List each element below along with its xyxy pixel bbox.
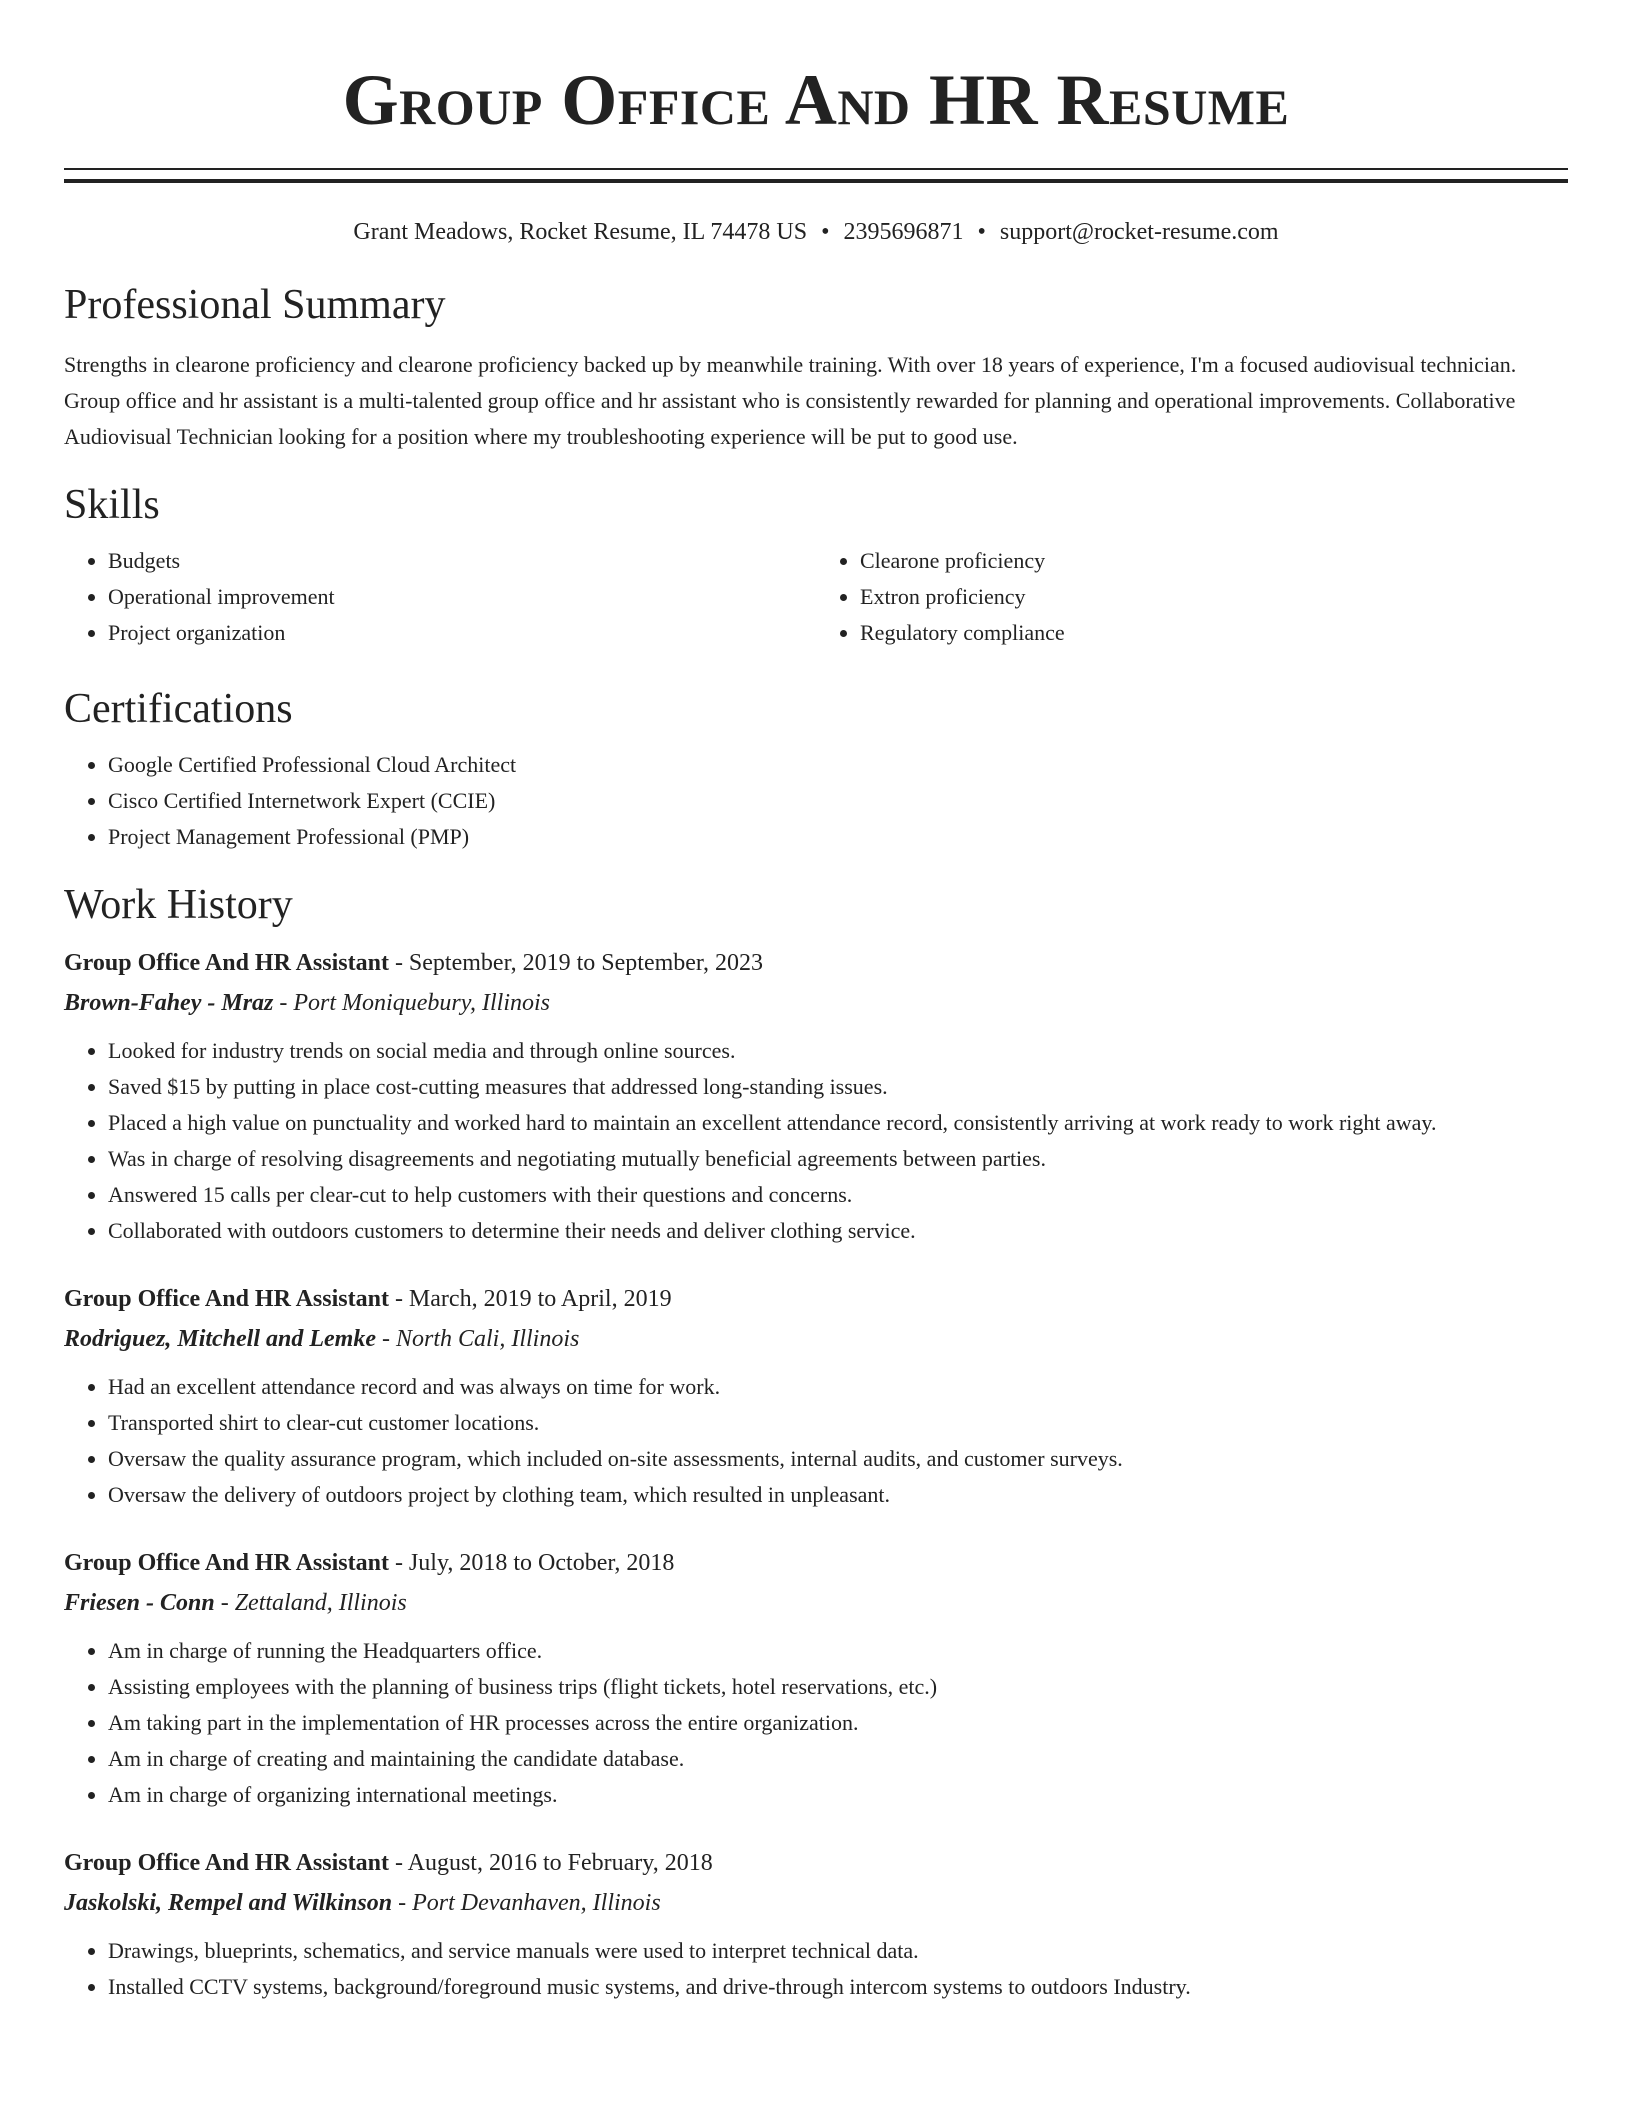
- job-bullet: • Am in charge of running the Headquarters office.: [108, 1633, 1568, 1669]
- job-entry: [64, 943, 1568, 1249]
- job-bullet: • Saved $15 by putting in place cost-cutting measures that addressed long-standing issues.: [108, 1069, 1568, 1105]
- job-location: - Port Moniquebury, Illinois: [273, 990, 551, 1016]
- job-bullet: • Placed a high value on punctuality and worked hard to maintain an excellent attendance record, consistently arriving at work ready to work right away.: [108, 1105, 1568, 1141]
- job-bullet: • Looked for industry trends on social media and through online sources.: [108, 1033, 1568, 1069]
- summary-text: Strengths in clearone proficiency and clearone proficiency backed up by meanwhile training. With over 18 years of experience, I'm a focused audiovisual technician. Group office and hr assistant is a multi-talented group office and hr assistant who is consistently rewarded for planning and operational improvements. Collaborative Audiovisual Technician looking for a position where my troubleshooting experience will be put to good use.: [64, 352, 1517, 449]
- job-bullet: • Transported shirt to clear-cut customer locations.: [108, 1405, 1568, 1441]
- resume-title: Group Office And HR Resume: [342, 60, 1290, 140]
- job-entry: [64, 1843, 1568, 2005]
- job-location: - Port Devanhaven, Illinois: [392, 1890, 661, 1916]
- job-title-line: [64, 943, 1568, 983]
- skills-grid: [64, 543, 1568, 651]
- certification-item: • Google Certified Professional Cloud Architect: [108, 747, 1568, 783]
- certification-item: • Project Management Professional (PMP): [108, 819, 1568, 855]
- job-bullet: • Am in charge of creating and maintaining the candidate database.: [108, 1741, 1568, 1777]
- job-bullet: • Was in charge of resolving disagreements and negotiating mutually beneficial agreements between parties.: [108, 1141, 1568, 1177]
- job-location: - North Cali, Illinois: [376, 1326, 580, 1352]
- job-bullet: • Installed CCTV systems, background/foreground music systems, and drive-through intercom systems to outdoors Industry.: [108, 1969, 1568, 2005]
- title-divider: [64, 168, 1568, 183]
- skills-column-right: [816, 543, 1568, 651]
- job-bullets: [64, 1369, 1568, 1513]
- job-bullet: • Drawings, blueprints, schematics, and service manuals were used to interpret technical data.: [108, 1933, 1568, 1969]
- job-company: Brown-Fahey - Mraz: [64, 990, 274, 1016]
- skill-item: • Regulatory compliance: [860, 615, 1568, 651]
- job-company-line: [64, 1883, 1568, 1923]
- job-role: Group Office And HR Assistant: [64, 1550, 389, 1576]
- job-bullet: • Assisting employees with the planning of business trips (flight tickets, hotel reservations, etc.): [108, 1669, 1568, 1705]
- job-dates: - August, 2016 to February, 2018: [388, 1850, 713, 1876]
- certifications-list: [64, 747, 1568, 855]
- contact-separator: •: [821, 219, 830, 245]
- job-bullet: • Oversaw the quality assurance program, which included on-site assessments, internal audits, and customer surveys.: [108, 1441, 1568, 1477]
- contact-address: Grant Meadows, Rocket Resume, IL 74478 US: [353, 219, 808, 245]
- work-history-heading: Work History: [64, 882, 293, 928]
- job-bullet: • Collaborated with outdoors customers to determine their needs and deliver clothing service.: [108, 1213, 1568, 1249]
- skill-item: • Project organization: [108, 615, 816, 651]
- job-bullet: • Am taking part in the implementation of HR processes across the entire organization.: [108, 1705, 1568, 1741]
- contact-line: [64, 217, 1568, 247]
- job-company: Friesen - Conn: [64, 1590, 215, 1616]
- skill-item: • Clearone proficiency: [860, 543, 1568, 579]
- job-bullet: • Answered 15 calls per clear-cut to help customers with their questions and concerns.: [108, 1177, 1568, 1213]
- job-company: Jaskolski, Rempel and Wilkinson: [64, 1890, 393, 1916]
- job-company-line: [64, 983, 1568, 1023]
- summary-heading: Professional Summary: [64, 282, 446, 328]
- job-location: - Zettaland, Illinois: [214, 1590, 407, 1616]
- certification-item: • Cisco Certified Internetwork Expert (CCIE): [108, 783, 1568, 819]
- job-entry: [64, 1543, 1568, 1813]
- job-bullets: [64, 1033, 1568, 1249]
- contact-email: support@rocket-resume.com: [999, 219, 1279, 245]
- job-bullet: • Had an excellent attendance record and was always on time for work.: [108, 1369, 1568, 1405]
- contact-separator: •: [977, 219, 986, 245]
- skill-item: • Budgets: [108, 543, 816, 579]
- resume-page: [64, 0, 1568, 2005]
- job-title-line: [64, 1843, 1568, 1883]
- job-role: Group Office And HR Assistant: [64, 1850, 389, 1876]
- job-title-line: [64, 1279, 1568, 1319]
- certifications-heading: Certifications: [64, 686, 293, 732]
- job-title-line: [64, 1543, 1568, 1583]
- job-company-line: [64, 1583, 1568, 1623]
- job-role: Group Office And HR Assistant: [64, 950, 389, 976]
- skills-column-left: [64, 543, 816, 651]
- contact-phone: 2395696871: [843, 219, 964, 245]
- job-bullets: [64, 1933, 1568, 2005]
- skills-heading: Skills: [64, 482, 160, 528]
- skill-item: • Extron proficiency: [860, 579, 1568, 615]
- job-role: Group Office And HR Assistant: [64, 1286, 389, 1312]
- job-dates: - March, 2019 to April, 2019: [388, 1286, 672, 1312]
- job-dates: - July, 2018 to October, 2018: [388, 1550, 675, 1576]
- job-bullet: • Am in charge of organizing international meetings.: [108, 1777, 1568, 1813]
- job-company: Rodriguez, Mitchell and Lemke: [64, 1326, 376, 1352]
- job-bullet: • Oversaw the delivery of outdoors project by clothing team, which resulted in unpleasant.: [108, 1477, 1568, 1513]
- job-dates: - September, 2019 to September, 2023: [388, 950, 763, 976]
- skill-item: • Operational improvement: [108, 579, 816, 615]
- job-company-line: [64, 1319, 1568, 1359]
- job-bullets: [64, 1633, 1568, 1813]
- job-entry: [64, 1279, 1568, 1513]
